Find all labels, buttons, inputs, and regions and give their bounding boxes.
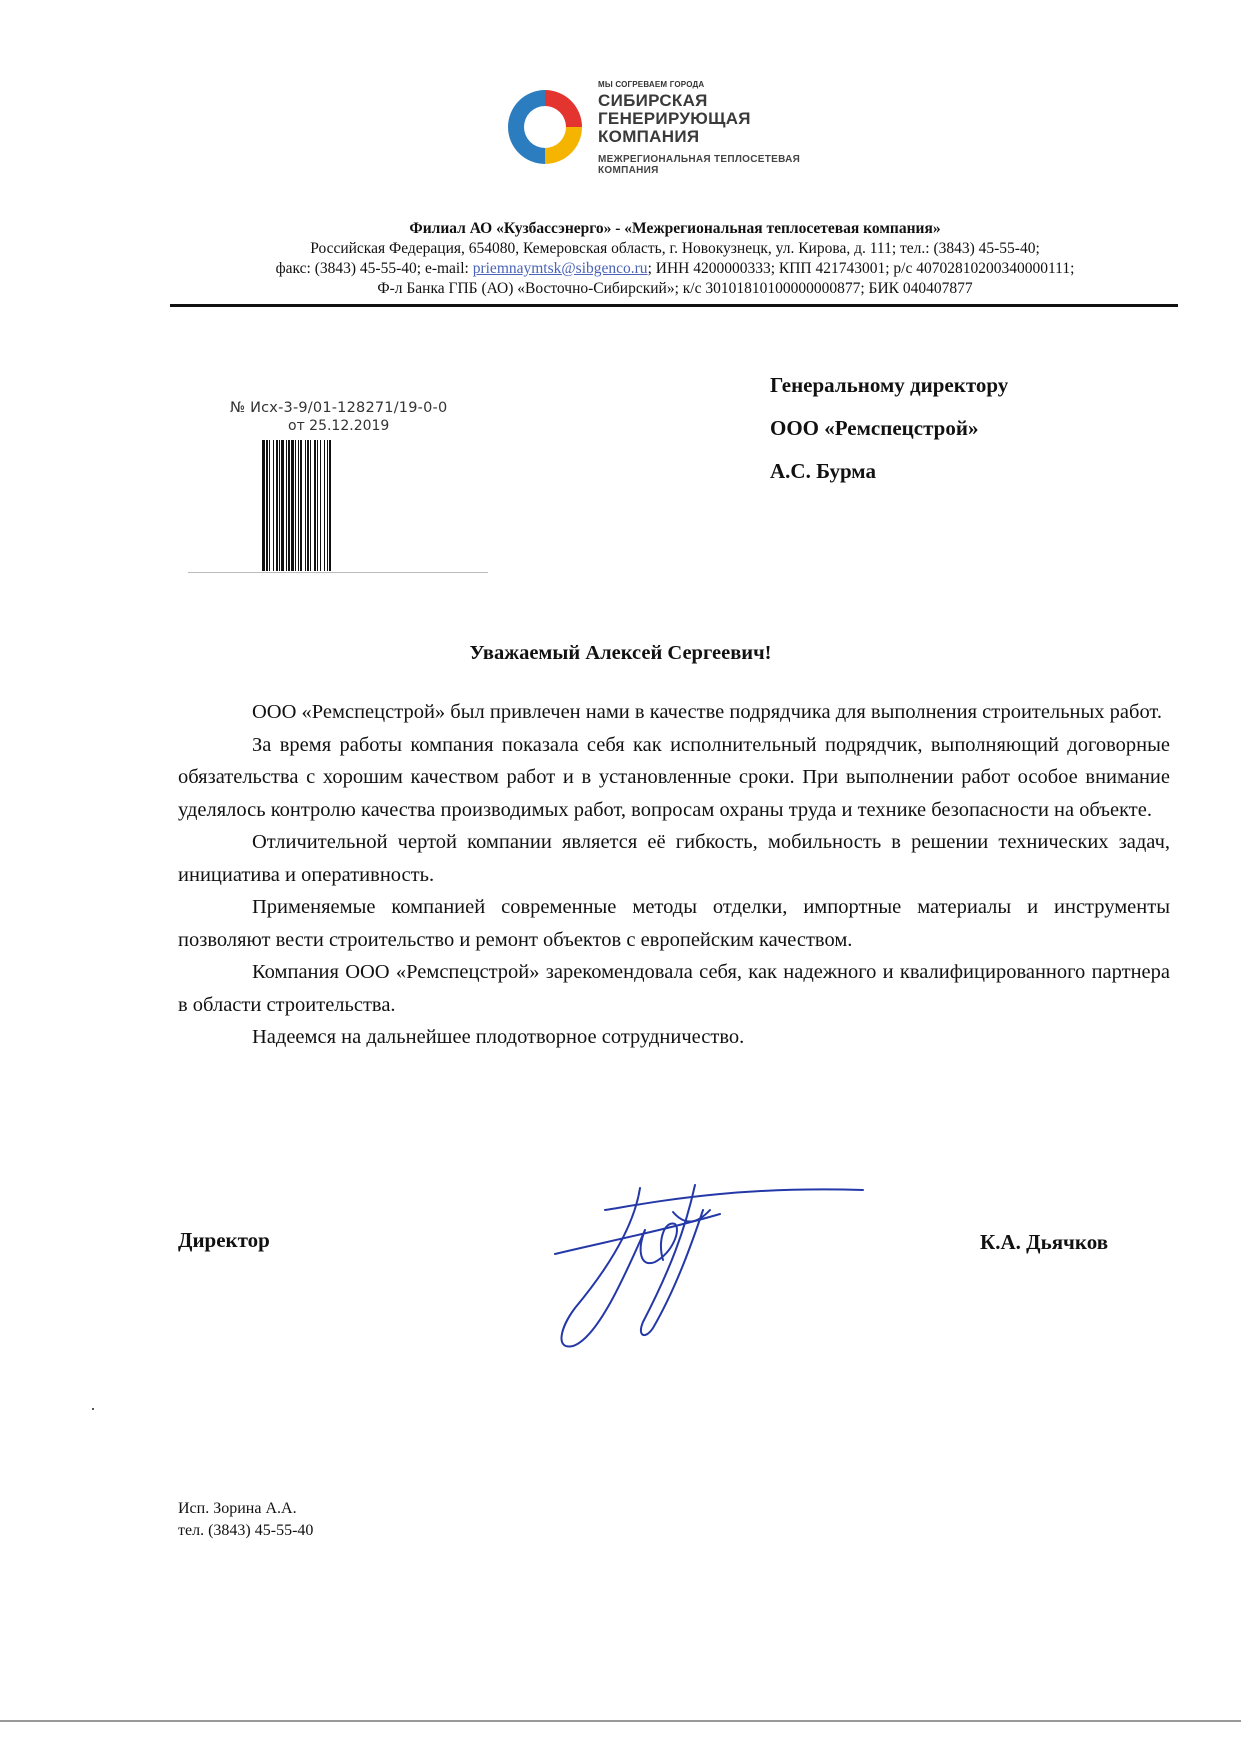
contacts-line: факс: (3843) 45-55-40; e-mail: priemnaymtsk@sibgenco.ru; ИНН 4200000333; КПП 421743001; р/с 40702810200340000111; <box>275 260 1075 277</box>
barcode-bar <box>310 440 311 571</box>
barcode-bar <box>266 440 268 571</box>
paragraph: Надеемся на дальнейшее плодотворное сотрудничество. <box>252 1026 745 1048</box>
executor-phone: тел. (3843) 45-55-40 <box>178 1522 314 1539</box>
addressee-company: ООО «Ремспецстрой» <box>770 416 979 440</box>
barcode-bar <box>291 440 294 571</box>
barcode-bar <box>327 440 328 571</box>
barcode-bar <box>329 440 331 571</box>
barcode-bar <box>279 440 280 571</box>
email-link[interactable]: priemnaymtsk@sibgenco.ru <box>472 260 648 277</box>
barcode-bar <box>305 440 306 571</box>
barcode-bar <box>307 440 309 571</box>
barcode-bar <box>286 440 287 571</box>
outgoing-number: № Исх-3-9/01-128271/19-0-0 <box>230 400 448 416</box>
paragraph: За время работы компания показала себя как исполнительный подрядчик, выполняющий договорные обязательства с хорошим качеством работ и в установленные сроки. При выполнении работ особое внимание уделялось контролю качества производимых работ, вопросам охраны труда и технике безопасности на объекте. <box>178 733 1170 821</box>
paragraph: Применяемые компанией современные методы отделки, импортные материалы и инструменты позволяют вести строительство и ремонт объектов с европейским качеством. <box>178 896 1170 951</box>
company-logo <box>500 78 860 198</box>
barcode-bar <box>281 440 284 571</box>
addressee-position: Генеральному директору <box>770 373 1009 397</box>
addressee-block <box>770 364 1008 493</box>
logo-name: СИБИРСКАЯ ГЕНЕРИРУЮЩАЯ КОМПАНИЯ <box>598 91 751 146</box>
barcode <box>262 440 422 571</box>
page-bottom-edge <box>0 1720 1241 1722</box>
logo-tagline: МЫ СОГРЕВАЕМ ГОРОДА <box>598 80 705 89</box>
logo-emblem-icon <box>500 82 590 172</box>
letterhead-requisites <box>160 219 1190 299</box>
executor-block <box>178 1498 313 1542</box>
bank-line: Ф-л Банка ГПБ (АО) «Восточно-Сибирский»; к/с 30101810100000000877; БИК 040407877 <box>377 280 973 297</box>
paragraph: ООО «Ремспецстрой» был привлечен нами в качестве подрядчика для выполнения строительных работ. <box>252 701 1162 723</box>
stamp-divider <box>188 572 488 573</box>
logo-subtitle: МЕЖРЕГИОНАЛЬНАЯ ТЕПЛОСЕТЕВАЯ КОМПАНИЯ <box>598 154 801 176</box>
barcode-bar <box>314 440 316 571</box>
header-divider <box>170 304 1178 307</box>
executor-name: Исп. Зорина А.А. <box>178 1500 297 1517</box>
address-line: Российская Федерация, 654080, Кемеровская область, г. Новокузнецк, ул. Кирова, д. 111; тел.: (3843) 45-55-40; <box>310 240 1040 257</box>
scan-speck <box>92 1408 94 1410</box>
barcode-bar <box>276 440 278 571</box>
barcode-bar <box>295 440 296 571</box>
barcode-bar <box>262 440 265 571</box>
barcode-bar <box>317 440 318 571</box>
signatory-name: К.А. Дьячков <box>980 1230 1109 1254</box>
letter-body <box>178 696 1170 1054</box>
barcode-bar <box>298 440 299 571</box>
handwritten-signature <box>545 1150 885 1350</box>
barcode-bar <box>273 440 274 571</box>
barcode-bar <box>324 440 325 571</box>
outgoing-date: от 25.12.2019 <box>288 418 390 434</box>
registration-stamp <box>228 400 518 570</box>
barcode-bar <box>288 440 290 571</box>
addressee-name: А.С. Бурма <box>770 459 876 483</box>
signatory-title: Директор <box>178 1228 270 1252</box>
branch-name: Филиал АО «Кузбассэнерго» - «Межрегиональная теплосетевая компания» <box>409 220 941 237</box>
barcode-bar <box>269 440 270 571</box>
paragraph: Компания ООО «Ремспецстрой» зарекомендовала себя, как надежного и квалифицированного партнера в области строительства. <box>178 961 1170 1016</box>
barcode-bar <box>300 440 302 571</box>
paragraph: Отличительной чертой компании является её гибкость, мобильность в решении технических задач, инициатива и оперативность. <box>178 831 1170 886</box>
barcode-bar <box>320 440 321 571</box>
greeting: Уважаемый Алексей Сергеевич! <box>469 642 772 664</box>
